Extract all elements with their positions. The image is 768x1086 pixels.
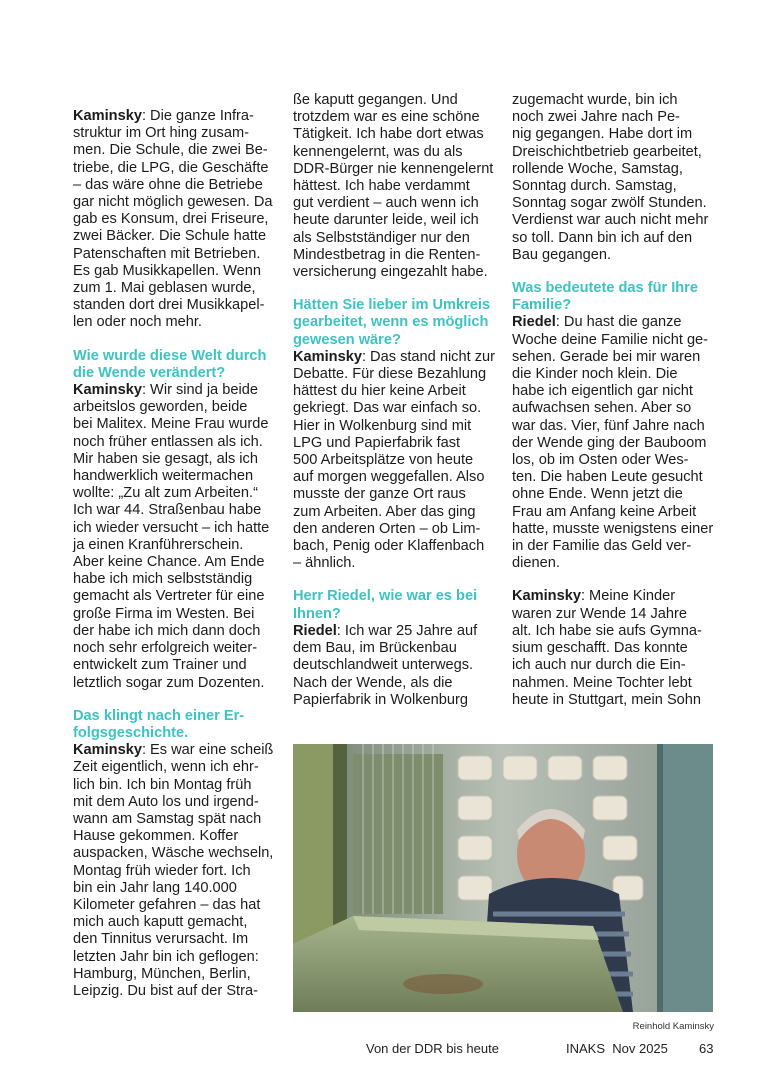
footer-magazine-issue: INAKS Nov 2025: [566, 1041, 668, 1056]
article-column-1: [73, 92, 273, 1016]
speaker-name: Kaminsky: [512, 588, 581, 605]
paragraph: [512, 314, 717, 572]
paragraph-text: : Meine Kinder waren zur Wende 14 Jahre alt. Ich habe sie aufs Gymna- sium geschafft. Das konnte ich auch nur durch die Ein- nahmen. Meine Tochter lebt heute in Stuttgart, mein Sohn: [512, 588, 702, 708]
article-column-3: [512, 92, 717, 725]
photo-illustration: [293, 744, 713, 1012]
page-footer: [0, 1041, 768, 1057]
interview-question: Was bedeutete das für Ihre Familie?: [512, 280, 698, 314]
paragraph: [73, 742, 273, 1000]
paragraph: [73, 108, 273, 332]
interview-question: Wie wurde diese Welt durch die Wende verändert?: [73, 347, 267, 381]
speaker-name: Kaminsky: [73, 382, 142, 399]
interview-question: Das klingt nach einer Er- folgsgeschichte.: [73, 707, 245, 741]
paragraph-text: : Die ganze Infra- struktur im Ort hing zusam- men. Die Schule, die zwei Be- triebe, die LPG, die Geschäfte – das wäre ohne die Betriebe gar nicht möglich gewesen. Da gab es Konsum, drei Friseure, zwei Bäcker. Die Schule hatte Patenschaften mit Betrieben. Es gab Musikkapellen. Wenn zum 1. Mai geblasen wurde, standen dort drei Musikkapel- len oder noch mehr.: [73, 108, 273, 331]
paragraph-text: : Es war eine scheiß Zeit eigentlich, wenn ich ehr- lich bin. Ich bin Montag früh mit dem Auto los und irgend- wann am Samstag spät nach Hause gekommen. Koffer auspacken, Wäsche wechseln, Montag früh wieder fort. Ich bin ein Jahr lang 140.000 Kilometer gefahren – das hat mich auch kaputt gemacht, den Tinnitus verursacht. Im letzten Jahr bin ich geflogen: Hamburg, München, Berlin, Leipzig. Du bist auf der Stra-: [73, 742, 274, 999]
portrait-photo: [293, 744, 713, 1012]
paragraph: [512, 92, 717, 264]
paragraph: [293, 623, 493, 709]
paragraph-text: : Das stand nicht zur Debatte. Für diese Bezahlung hättest du hier keine Arbeit gekriegt. Das war einfach so. Hier in Wolkenburg sind mit LPG und Papierfabrik fast 500 Arbeitsplätze von heute auf morgen weggefallen. Also musste der ganze Ort raus zum Arbeiten. Aber das ging den anderen Orten – ob Lim- bach, Penig oder Klaffenbach – ähnlich.: [293, 348, 495, 572]
speaker-name: Kaminsky: [73, 742, 142, 759]
paragraph-text: : Wir sind ja beide arbeitslos geworden, beide bei Malitex. Meine Frau wurde noch früher entlassen als ich. Mir haben sie gesagt, als ich handwerklich weitermachen wollte: „Zu alt zum Arbeiten.“ Ich war 44. Straßenbau habe ich wieder versucht – ich hatte ja einen Kranführerschein. Aber keine Chance. Am Ende habe ich mich selbstständig gemacht als Vertreter für eine große Firma im Westen. Bei der habe ich mich dann doch noch sehr erfolgreich weiter- entwickelt zum Trainer und letztlich sogar zum Dozenten.: [73, 382, 270, 691]
page-number: 63: [699, 1041, 714, 1056]
paragraph: [512, 588, 717, 708]
speaker-name: Kaminsky: [73, 108, 142, 124]
paragraph: [293, 349, 493, 573]
photo-caption: Reinhold Kaminsky: [632, 1021, 714, 1032]
paragraph: [73, 382, 273, 692]
speaker-name: Riedel: [293, 622, 337, 639]
footer-section-title: Von der DDR bis heute: [366, 1041, 499, 1056]
interview-question: Herr Riedel, wie war es bei Ihnen?: [293, 588, 478, 622]
paragraph-text: ße kaputt gegangen. Und trotzdem war es eine schöne Tätigkeit. Ich habe dort etwas kennengelernt, was du als DDR-Bürger nie kennengelernt hättest. Ich habe verdammt gut verdient – auch wenn ich heute darunter leide, weil ich als Selbstständiger nur den Mindestbetrag in die Renten- versicherung eingezahlt habe.: [293, 92, 494, 281]
speaker-name: Kaminsky: [293, 348, 362, 365]
paragraph-text: zugemacht wurde, bin ich noch zwei Jahre nach Pe- nig gegangen. Habe dort im Dreischichtbetrieb gearbeitet, rollende Woche, Samstag, Sonntag durch. Samstag, Sonntag sogar zwölf Stunden. Verdienst war auch nicht mehr so toll. Dann bin ich auf den Bau gegangen.: [512, 92, 709, 263]
paragraph: [293, 92, 493, 281]
paragraph-text: : Ich war 25 Jahre auf dem Bau, im Brückenbau deutschlandweit unterwegs. Nach der Wende, als die Papierfabrik in Wolkenburg: [293, 622, 478, 708]
speaker-name: Riedel: [512, 314, 556, 331]
article-column-2: [293, 92, 493, 725]
paragraph-text: : Du hast die ganze Woche deine Familie nicht ge- sehen. Gerade bei mir waren die Kinder noch klein. Die habe ich eigentlich gar nicht aufwachsen sehen. Aber so war das. Vier, fünf Jahre nach der Wende ging der Bauboom los, ob im Osten oder Wes- ten. Die haben Leute gesucht ohne Ende. Wenn jetzt die Frau am Anfang keine Arbeit hatte, musste wenigstens einer in der Familie das Geld ver- dienen.: [512, 314, 714, 572]
interview-question: Hätten Sie lieber im Umkreis gearbeitet, wenn es möglich gewesen wäre?: [293, 297, 491, 348]
